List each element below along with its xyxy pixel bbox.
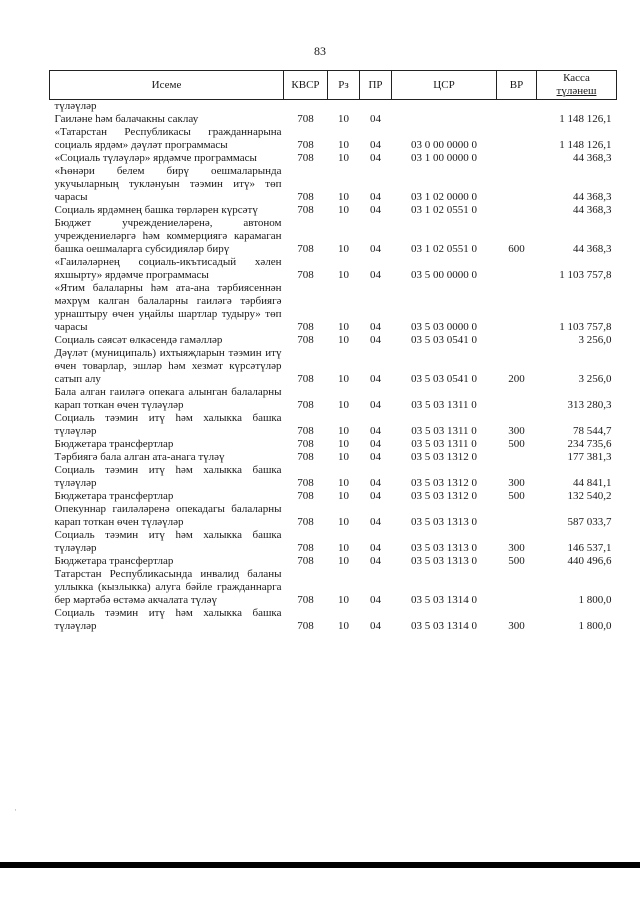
- cell-csr: 03 5 03 1313 0: [411, 542, 477, 554]
- cell-kvsr: 708: [297, 152, 314, 164]
- margin-mark: ·: [14, 805, 17, 815]
- cell-csr: 03 5 03 1311 0: [411, 438, 477, 450]
- cell-name: «Гаиләләрнең социаль-икътисадый хәлен яхшырту» ярдәмче программасы: [54, 256, 282, 281]
- cell-rz: 10: [338, 139, 349, 151]
- cell-amount: 587 033,7: [567, 516, 612, 528]
- cell-pr: 04: [370, 191, 381, 203]
- cell-pr: 04: [370, 204, 381, 216]
- cell-name: Социаль тәэмин итү һәм халыкка башка түләүләр: [54, 607, 282, 632]
- cell-rz: 10: [338, 555, 349, 567]
- cell-pr: 04: [370, 139, 381, 151]
- cell-rz: 10: [338, 594, 349, 606]
- cell-amount: 177 381,3: [567, 451, 612, 463]
- cell-csr: [392, 100, 497, 114]
- table-row: [50, 529, 617, 555]
- header-pr: ПР: [360, 71, 392, 100]
- cell-name: Социаль тәэмин итү һәм халыкка башка түләүләр: [54, 529, 282, 554]
- cell-pr: 04: [370, 425, 381, 437]
- cell-rz: 10: [338, 321, 349, 333]
- cell-amount: 44 368,3: [573, 204, 612, 216]
- cell-rz: 10: [338, 152, 349, 164]
- cell-name: Бюджетара трансфертлар: [54, 490, 174, 502]
- cell-csr: 03 0 00 0000 0: [411, 139, 477, 151]
- cell-vr: 200: [508, 373, 525, 385]
- cell-name: Социаль тәэмин итү һәм халыкка башка түләүләр: [54, 412, 282, 437]
- cell-name: түләүләр: [54, 100, 97, 112]
- cell-kvsr: 708: [297, 321, 314, 333]
- cell-amount: 3 256,0: [578, 334, 612, 346]
- cell-csr: 03 5 03 0541 0: [411, 334, 477, 346]
- cell-amount: 1 103 757,8: [559, 269, 612, 281]
- cell-amount: 132 540,2: [567, 490, 612, 502]
- cell-vr: [497, 334, 537, 347]
- cell-rz: 10: [338, 399, 349, 411]
- cell-name: Бала алган гаиләгә опекага алынган балаларны карап тоткан өчен түләүләр: [54, 386, 282, 411]
- cell-pr: 04: [370, 373, 381, 385]
- cell-rz: 10: [338, 204, 349, 216]
- cell-vr: [497, 100, 537, 114]
- cell-csr: 03 1 02 0551 0: [411, 204, 477, 216]
- cell-csr: 03 5 03 1313 0: [411, 516, 477, 528]
- table-row: [50, 152, 617, 165]
- table-header: [50, 71, 617, 100]
- cell-rz: 10: [338, 191, 349, 203]
- table-row: [50, 568, 617, 607]
- cell-kvsr: 708: [297, 477, 314, 489]
- cell-amount: 1 800,0: [578, 620, 612, 632]
- table-row: [50, 217, 617, 256]
- cell-kvsr: 708: [297, 594, 314, 606]
- cell-kvsr: 708: [297, 425, 314, 437]
- cell-kvsr: [284, 100, 328, 114]
- cell-pr: 04: [370, 594, 381, 606]
- cell-vr: 300: [508, 542, 525, 554]
- cell-csr: 03 5 03 1311 0: [411, 425, 477, 437]
- header-csr: ЦСР: [392, 71, 497, 100]
- cell-amount: 1 800,0: [578, 594, 612, 606]
- cell-pr: 04: [370, 438, 381, 450]
- cell-pr: 04: [370, 555, 381, 567]
- table-row: [50, 256, 617, 282]
- cell-pr: 04: [370, 113, 381, 125]
- cell-vr: 300: [508, 477, 525, 489]
- cell-rz: 10: [338, 243, 349, 255]
- cell-rz: 10: [338, 516, 349, 528]
- cell-vr: [497, 386, 537, 412]
- cell-amount: 44 368,3: [573, 243, 612, 255]
- budget-table: [49, 70, 617, 633]
- cell-name: Татарстан Республикасында инвалид баланы уллыкка (кызлыкка) алуга бәйле гражданнарга бер мәртәбә өстәмә акчалата түләү: [54, 568, 282, 606]
- page-number: 83: [314, 44, 326, 58]
- cell-csr: 03 5 03 1314 0: [411, 620, 477, 632]
- cell-vr: 600: [508, 243, 525, 255]
- cell-name: «Һөнәри белем бирү оешмаларында укучыларның тукләнуын тәэмин итү» төп чарасы: [54, 165, 282, 203]
- cell-rz: 10: [338, 269, 349, 281]
- table-row: [50, 412, 617, 438]
- cell-rz: 10: [338, 542, 349, 554]
- cell-csr: 03 5 00 0000 0: [411, 269, 477, 281]
- cell-amount: 44 368,3: [573, 191, 612, 203]
- cell-kvsr: 708: [297, 113, 314, 125]
- cell-amount: 44 368,3: [573, 152, 612, 164]
- cell-vr: [497, 256, 537, 282]
- cell-name: «Социаль түләүләр» ярдәмче программасы: [54, 152, 257, 164]
- cell-rz: [328, 100, 360, 114]
- cell-rz: 10: [338, 451, 349, 463]
- table-row: [50, 113, 617, 126]
- cell-name: Социаль ярдәмнең башка төрләрен күрсәтү: [54, 204, 258, 216]
- cell-csr: 03 5 03 1311 0: [411, 399, 477, 411]
- cell-pr: 04: [370, 243, 381, 255]
- cell-vr: [497, 568, 537, 607]
- cell-rz: 10: [338, 620, 349, 632]
- cell-vr: [497, 126, 537, 152]
- table-row: [50, 165, 617, 204]
- cell-kvsr: 708: [297, 620, 314, 632]
- table-row: [50, 438, 617, 451]
- cell-kvsr: 708: [297, 451, 314, 463]
- cell-csr: 03 5 03 1312 0: [411, 490, 477, 502]
- cell-pr: [360, 100, 392, 114]
- cell-pr: 04: [370, 490, 381, 502]
- cell-kvsr: 708: [297, 334, 314, 346]
- cell-name: Социаль тәэмин итү һәм халыкка башка түләүләр: [54, 464, 282, 489]
- header-kassa-subtitle: түләнеш: [556, 85, 597, 97]
- cell-csr: 03 5 03 1313 0: [411, 555, 477, 567]
- cell-vr: [497, 204, 537, 217]
- cell-kvsr: 708: [297, 490, 314, 502]
- header-name: Исеме: [50, 71, 284, 100]
- cell-amount: 1 148 126,1: [559, 113, 612, 125]
- cell-vr: 500: [508, 438, 525, 450]
- cell-kvsr: 708: [297, 191, 314, 203]
- cell-name: Гаиләне һәм балачакны саклау: [54, 113, 199, 125]
- cell-vr: 300: [508, 425, 525, 437]
- table-row: [50, 555, 617, 568]
- cell-kvsr: 708: [297, 269, 314, 281]
- cell-rz: 10: [338, 490, 349, 502]
- cell-name: Бюджетара трансфертлар: [54, 555, 174, 567]
- cell-rz: 10: [338, 438, 349, 450]
- cell-csr: 03 5 03 1312 0: [411, 477, 477, 489]
- cell-name: «Ятим балаларны һәм ата-ана тәрбиясеннән мәхрүм калган балаларны гаиләгә тәрбиягә урнаштыру өчен уңайлы шартлар тудыру» төп чарасы: [54, 282, 282, 333]
- cell-pr: 04: [370, 542, 381, 554]
- header-vr: ВР: [497, 71, 537, 100]
- cell-pr: 04: [370, 152, 381, 164]
- cell-name: Опекуннар гаиләләренә опекадагы балаларны карап тоткан өчен түләүләр: [54, 503, 282, 528]
- table-row: [50, 607, 617, 633]
- cell-name: Тәрбиягә бала алган ата-анага түләү: [54, 451, 225, 463]
- cell-csr: 03 1 02 0000 0: [411, 191, 477, 203]
- cell-rz: 10: [338, 334, 349, 346]
- cell-rz: 10: [338, 113, 349, 125]
- cell-name: «Татарстан Республикасы гражданнарына социаль ярдәм» дәүләт программасы: [54, 126, 282, 151]
- cell-amount: 440 496,6: [567, 555, 612, 567]
- cell-pr: 04: [370, 321, 381, 333]
- cell-amount: 3 256,0: [578, 373, 612, 385]
- cell-kvsr: 708: [297, 204, 314, 216]
- cell-vr: [497, 282, 537, 334]
- cell-vr: [497, 152, 537, 165]
- cell-amount: [537, 100, 617, 114]
- cell-csr: 03 5 03 0000 0: [411, 321, 477, 333]
- cell-pr: 04: [370, 399, 381, 411]
- cell-name: Социаль сәясәт өлкәсендә гамәлләр: [54, 334, 223, 346]
- table-row: [50, 334, 617, 347]
- table-body: [50, 100, 617, 634]
- cell-csr: 03 1 00 0000 0: [411, 152, 477, 164]
- bottom-border-bar: [0, 862, 640, 868]
- table-row: [50, 204, 617, 217]
- table-row: [50, 464, 617, 490]
- cell-vr: 300: [508, 620, 525, 632]
- table-row: [50, 126, 617, 152]
- header-rz: Рз: [328, 71, 360, 100]
- cell-vr: 500: [508, 490, 525, 502]
- cell-rz: 10: [338, 373, 349, 385]
- cell-amount: 146 537,1: [567, 542, 612, 554]
- header-kassa-title: Касса: [563, 72, 590, 84]
- cell-amount: 234 735,6: [567, 438, 612, 450]
- cell-amount: 44 841,1: [573, 477, 612, 489]
- table-row: [50, 347, 617, 386]
- header-kassa: [537, 71, 617, 100]
- cell-kvsr: 708: [297, 555, 314, 567]
- cell-kvsr: 708: [297, 243, 314, 255]
- table-row: [50, 386, 617, 412]
- cell-kvsr: 708: [297, 516, 314, 528]
- cell-amount: 313 280,3: [567, 399, 612, 411]
- cell-name: Бюджет учреждениеләренә, автоном учреждениеләргә һәм коммерциягә карамаган башка оешмаларга субсидияләр бирү: [54, 217, 282, 255]
- cell-kvsr: 708: [297, 139, 314, 151]
- cell-kvsr: 708: [297, 438, 314, 450]
- header-kvsr: КВСР: [284, 71, 328, 100]
- cell-rz: 10: [338, 425, 349, 437]
- table-row: [50, 100, 617, 114]
- cell-vr: [497, 451, 537, 464]
- cell-csr: 03 1 02 0551 0: [411, 243, 477, 255]
- cell-rz: 10: [338, 477, 349, 489]
- cell-pr: 04: [370, 269, 381, 281]
- cell-pr: 04: [370, 451, 381, 463]
- table-row: [50, 451, 617, 464]
- cell-vr: 500: [508, 555, 525, 567]
- cell-name: Дәүләт (муниципаль) ихтыяҗларын тәэмин итү өчен товарлар, эшләр һәм хезмәт күрсәтүләр сатып алу: [54, 347, 282, 385]
- cell-pr: 04: [370, 620, 381, 632]
- cell-vr: [497, 503, 537, 529]
- cell-kvsr: 708: [297, 373, 314, 385]
- cell-amount: 1 103 757,8: [559, 321, 612, 333]
- cell-vr: [497, 113, 537, 126]
- cell-pr: 04: [370, 516, 381, 528]
- table-row: [50, 282, 617, 334]
- cell-amount: 78 544,7: [573, 425, 612, 437]
- cell-amount: 1 148 126,1: [559, 139, 612, 151]
- cell-csr: [392, 113, 497, 126]
- cell-kvsr: 708: [297, 399, 314, 411]
- cell-csr: 03 5 03 0541 0: [411, 373, 477, 385]
- cell-pr: 04: [370, 477, 381, 489]
- cell-vr: [497, 165, 537, 204]
- cell-name: Бюджетара трансфертлар: [54, 438, 174, 450]
- cell-csr: 03 5 03 1314 0: [411, 594, 477, 606]
- cell-kvsr: 708: [297, 542, 314, 554]
- cell-pr: 04: [370, 334, 381, 346]
- cell-csr: 03 5 03 1312 0: [411, 451, 477, 463]
- table-row: [50, 490, 617, 503]
- table-row: [50, 503, 617, 529]
